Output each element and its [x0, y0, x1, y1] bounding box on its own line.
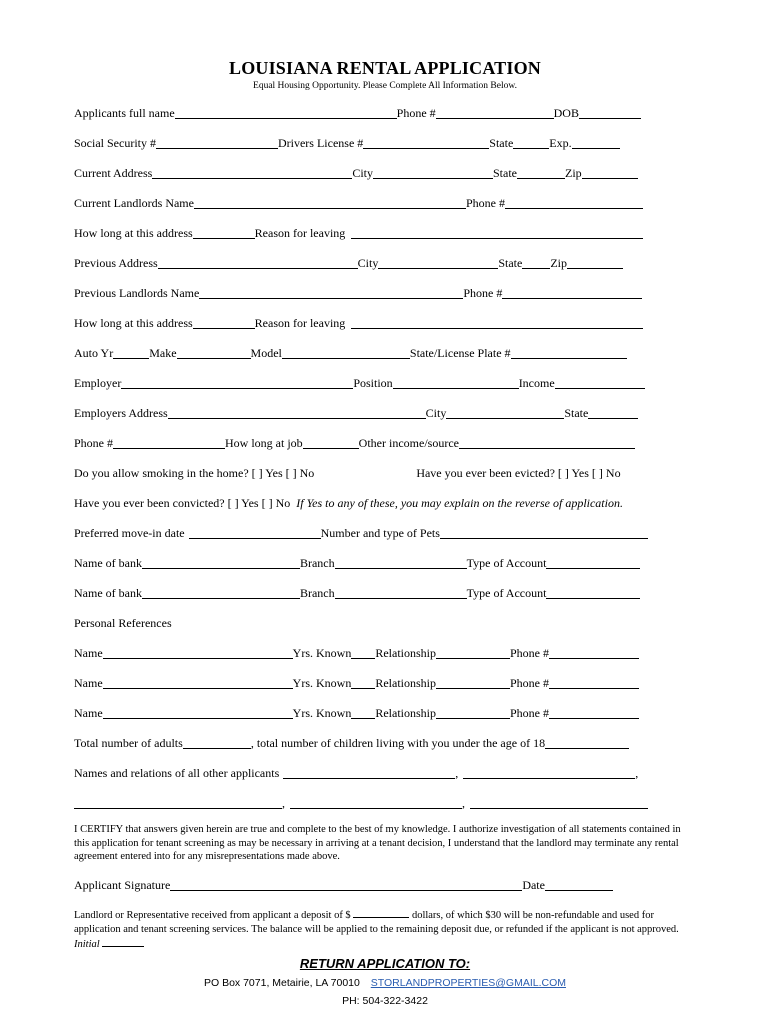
relationship-field[interactable] [436, 658, 510, 659]
account-type-field[interactable] [546, 568, 640, 569]
ref-phone-label: Phone # [510, 646, 549, 660]
emp-city-field[interactable] [446, 418, 564, 419]
row-current-landlord [74, 195, 664, 211]
phone-field[interactable] [436, 118, 554, 119]
row-auto [74, 345, 664, 361]
employers-address-label: Employers Address [74, 406, 168, 420]
state-plate-label: State/License Plate # [409, 346, 511, 360]
branch-field[interactable] [335, 568, 467, 569]
ref-phone-label: Phone # [510, 706, 549, 720]
comma-separator: , [462, 796, 465, 810]
account-type-field-2[interactable] [546, 598, 640, 599]
current-landlord-label: Current Landlords Name [74, 196, 194, 210]
other-applicant-field-5[interactable] [470, 808, 648, 809]
initial-label: Initial [74, 939, 100, 950]
pets-field[interactable] [440, 538, 648, 539]
branch-field-2[interactable] [335, 598, 467, 599]
model-field[interactable] [282, 358, 410, 359]
yrs-known-label: Yrs. Known [292, 646, 352, 660]
employer-field[interactable] [121, 388, 353, 389]
children-label: , total number of children living with you under the age of 18 [250, 736, 546, 750]
other-income-field[interactable] [459, 448, 635, 449]
deposit-amount-field[interactable] [353, 907, 409, 918]
row-employer [74, 375, 664, 391]
emp-city-label: City [425, 406, 447, 420]
drivers-license-label: Drivers License # [277, 136, 364, 150]
other-applicant-field-3[interactable] [74, 808, 282, 809]
account-type-label: Type of Account [466, 556, 547, 570]
bank-name-field-2[interactable] [142, 598, 300, 599]
emp-phone-field[interactable] [113, 448, 225, 449]
prev-landlord-phone-label: Phone # [463, 286, 503, 300]
prev-city-field[interactable] [378, 268, 498, 269]
prev-state-label: State [498, 256, 523, 270]
personal-references-heading: Personal References [74, 616, 172, 630]
ref-name-label: Name [74, 646, 103, 660]
deposit-text-2: dollars, of which $30 will be non-refundable and used for application and tenant screening services. The balance will be applied to the remaining deposit due, or refunded if the applicant is not approved. [74, 910, 679, 935]
comma-separator: , [282, 796, 285, 810]
row-other-applicants-2 [74, 795, 664, 811]
ssn-field[interactable] [156, 148, 278, 149]
zip-label: Zip [565, 166, 582, 180]
deposit-text-1: Landlord or Representative received from applicant a deposit of $ [74, 910, 351, 921]
phone-label: Phone # [396, 106, 436, 120]
row-previous-address [74, 255, 664, 271]
city-label: City [352, 166, 373, 180]
landlord-phone-label: Phone # [465, 196, 505, 210]
state-label: State [493, 166, 517, 180]
account-type-label-2: Type of Account [466, 586, 547, 600]
convicted-question[interactable]: Have you ever been convicted? [ ] Yes [ ] No [74, 496, 291, 510]
bank-name-label: Name of bank [74, 556, 142, 570]
model-label: Model [250, 346, 282, 360]
emp-state-label: State [564, 406, 589, 420]
bank-name-label-2: Name of bank [74, 586, 142, 600]
convicted-note: If Yes to any of these, you may explain on the reverse of application. [296, 496, 623, 510]
prev-zip-field[interactable] [567, 268, 623, 269]
page-title: LOUISIANA RENTAL APPLICATION [229, 58, 541, 78]
emp-phone-label: Phone # [74, 436, 113, 450]
ref-phone-field[interactable] [549, 658, 639, 659]
applicant-name-label: Applicants full name [74, 106, 175, 120]
ssn-label: Social Security # [74, 136, 156, 150]
reference-row [74, 645, 664, 661]
how-long-address-field[interactable] [193, 238, 255, 239]
ref-phone-field[interactable] [549, 718, 639, 719]
prev-state-field[interactable] [522, 268, 550, 269]
ref-name-field[interactable] [103, 688, 293, 689]
applicant-name-field[interactable] [175, 118, 397, 119]
pets-label: Number and type of Pets [320, 526, 440, 540]
prev-how-long-label: How long at this address [74, 316, 193, 330]
return-address: PO Box 7071, Metairie, LA 70010 [203, 977, 360, 989]
how-long-address-label: How long at this address [74, 226, 193, 240]
signature-label: Applicant Signature [74, 878, 171, 892]
employer-label: Employer [74, 376, 122, 390]
yrs-known-field[interactable] [351, 658, 375, 659]
how-long-job-label: How long at job [225, 436, 303, 450]
move-in-field[interactable] [189, 538, 321, 539]
row-previous-landlord [74, 285, 664, 301]
row-job-phone [74, 435, 664, 451]
ref-phone-field[interactable] [549, 688, 639, 689]
previous-landlord-label: Previous Landlords Name [74, 286, 200, 300]
adults-field[interactable] [183, 748, 251, 749]
ref-name-field[interactable] [103, 658, 293, 659]
row-employers-address [74, 405, 664, 421]
yrs-known-label: Yrs. Known [292, 706, 352, 720]
position-label: Position [353, 376, 393, 390]
relationship-label: Relationship [375, 706, 436, 720]
other-applicant-field-4[interactable] [290, 808, 462, 809]
row-convicted [74, 495, 664, 511]
auto-yr-label: Auto Yr [74, 346, 114, 360]
state-plate-field[interactable] [511, 358, 627, 359]
branch-label-2: Branch [299, 586, 335, 600]
other-income-label: Other income/source [358, 436, 459, 450]
relationship-label: Relationship [375, 676, 436, 690]
row-how-long-previous [74, 315, 664, 331]
dob-field[interactable] [579, 118, 641, 119]
dob-label: DOB [553, 106, 579, 120]
exp-field[interactable] [572, 148, 620, 149]
row-current-address [74, 165, 664, 181]
zip-field[interactable] [582, 178, 638, 179]
yrs-known-field[interactable] [351, 688, 375, 689]
date-label: Date [522, 878, 545, 892]
row-personal-references [74, 615, 664, 631]
state-field[interactable] [517, 178, 565, 179]
ref-name-label: Name [74, 706, 103, 720]
children-field[interactable] [545, 748, 629, 749]
bank-name-field[interactable] [142, 568, 300, 569]
relationship-field[interactable] [436, 718, 510, 719]
email-link[interactable]: STORLANDPROPERTIES@GMAIL.COM [370, 977, 566, 989]
other-applicants-label: Names and relations of all other applicants [74, 766, 280, 780]
row-signature [74, 877, 664, 893]
branch-label: Branch [299, 556, 335, 570]
ref-name-field[interactable] [103, 718, 293, 719]
relationship-field[interactable] [436, 688, 510, 689]
state-label: State [489, 136, 514, 150]
row-smoking-evicted [74, 465, 664, 481]
exp-label: Exp. [549, 136, 572, 150]
other-applicant-field-2[interactable] [463, 778, 635, 779]
row-how-long-current [74, 225, 664, 241]
reason-leaving-label: Reason for leaving [254, 226, 346, 240]
other-applicant-field-1[interactable] [283, 778, 455, 779]
relationship-label: Relationship [375, 646, 436, 660]
position-field[interactable] [393, 388, 519, 389]
make-field[interactable] [177, 358, 251, 359]
prev-zip-label: Zip [550, 256, 568, 270]
deposit-statement [74, 907, 694, 952]
return-phone: PH: 504-322-3422 [342, 995, 428, 1007]
comma-separator: , [455, 766, 459, 780]
row-bank-2 [74, 585, 664, 601]
current-address-label: Current Address [74, 166, 153, 180]
employers-address-field[interactable] [168, 418, 426, 419]
row-applicant [74, 105, 664, 121]
date-field[interactable] [545, 890, 613, 891]
row-ssn [74, 135, 664, 151]
reason-leaving-field[interactable] [351, 238, 643, 239]
page-subtitle: Equal Housing Opportunity. Please Complete All Information Below. [253, 81, 517, 91]
yrs-known-field[interactable] [351, 718, 375, 719]
row-bank-1 [74, 555, 664, 571]
row-occupants [74, 735, 664, 751]
previous-landlord-field[interactable] [199, 298, 463, 299]
comma-separator: , [635, 766, 639, 780]
reference-row [74, 675, 664, 691]
move-in-label: Preferred move-in date [74, 526, 185, 540]
initial-field[interactable] [102, 936, 144, 947]
prev-landlord-phone-field[interactable] [502, 298, 642, 299]
prev-reason-field[interactable] [351, 328, 643, 329]
prev-reason-label: Reason for leaving [254, 316, 346, 330]
ref-phone-label: Phone # [510, 676, 549, 690]
prev-city-label: City [357, 256, 379, 270]
city-field[interactable] [373, 178, 493, 179]
row-move-in [74, 525, 664, 541]
smoking-question[interactable]: Do you allow smoking in the home? [ ] Yes [ ] No [74, 466, 315, 480]
previous-address-label: Previous Address [74, 256, 158, 270]
return-address-line [0, 977, 770, 989]
emp-state-field[interactable] [588, 418, 638, 419]
previous-address-field[interactable] [158, 268, 358, 269]
evicted-question[interactable]: Have you ever been evicted? [ ] Yes [ ] No [416, 466, 621, 480]
ref-name-label: Name [74, 676, 103, 690]
current-address-field[interactable] [152, 178, 352, 179]
current-landlord-field[interactable] [194, 208, 466, 209]
adults-label: Total number of adults [74, 736, 183, 750]
prev-how-long-field[interactable] [193, 328, 255, 329]
landlord-phone-field[interactable] [505, 208, 643, 209]
make-label: Make [149, 346, 177, 360]
income-label: Income [518, 376, 555, 390]
signature-field[interactable] [170, 890, 522, 891]
state-field[interactable] [513, 148, 549, 149]
row-other-applicants [74, 765, 664, 781]
yrs-known-label: Yrs. Known [292, 676, 352, 690]
reference-row [74, 705, 664, 721]
auto-yr-field[interactable] [113, 358, 149, 359]
certification-statement: I CERTIFY that answers given herein are true and complete to the best of my knowledge. I authorize investigation of all statements contained in this application for tenant screening as may be necessary in arriving at a tenant decision, I understand that the landlord may terminate any rental agreement entered into for any misrepresentations made above. [74, 824, 681, 862]
drivers-license-field[interactable] [363, 148, 489, 149]
how-long-job-field[interactable] [303, 448, 359, 449]
income-field[interactable] [555, 388, 645, 389]
return-application-heading: RETURN APPLICATION TO: [299, 956, 471, 971]
